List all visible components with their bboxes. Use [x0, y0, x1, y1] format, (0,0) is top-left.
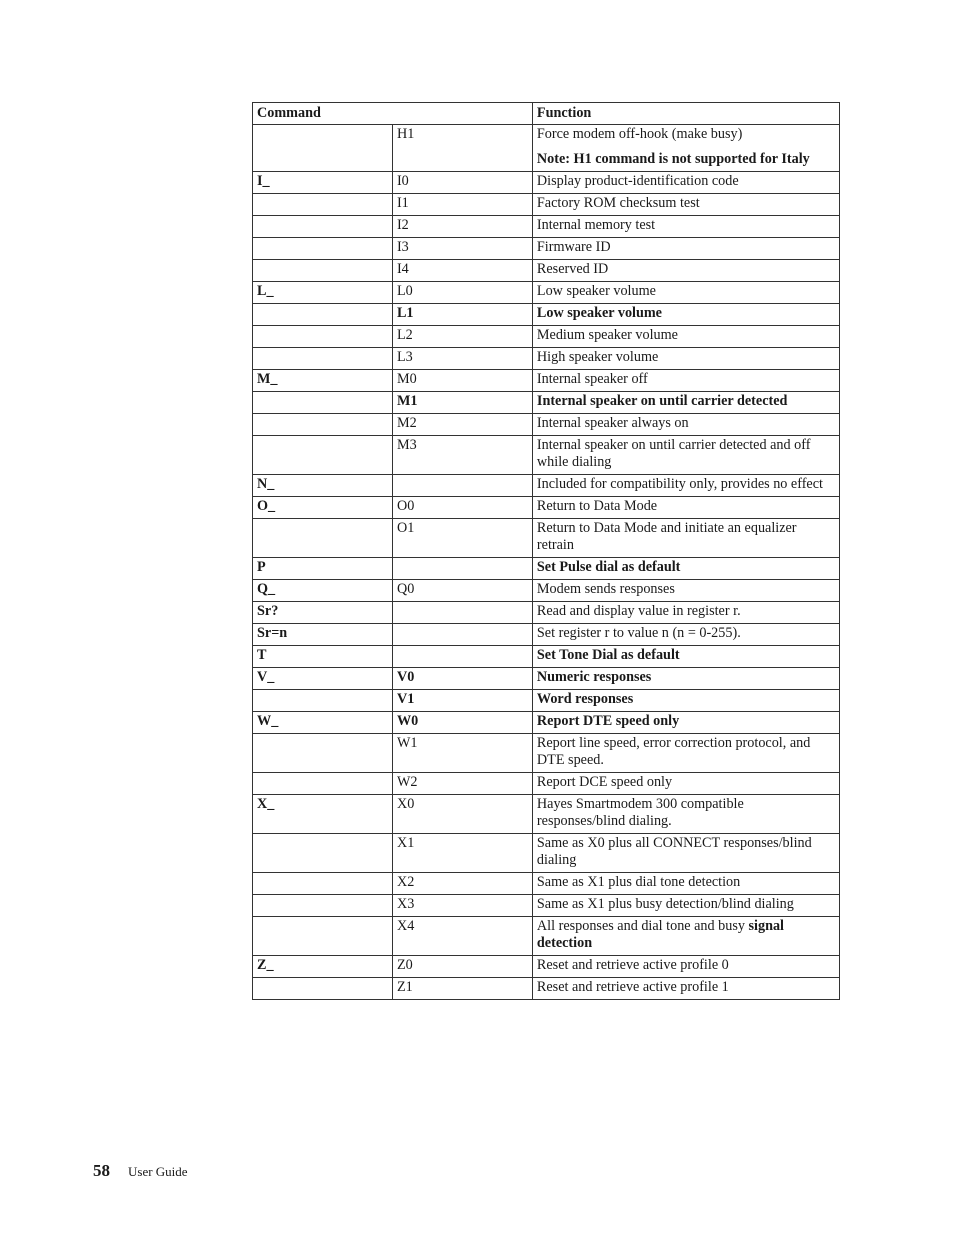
- command-cell: [253, 216, 393, 238]
- document-title: User Guide: [128, 1164, 188, 1179]
- table-row: [253, 519, 840, 558]
- function-cell: Modem sends responses: [532, 580, 839, 602]
- h1-note: Note: H1 command is not supported for Italy: [536, 151, 810, 167]
- function-cell: Internal memory test: [532, 216, 839, 238]
- command-cell: V_: [253, 668, 393, 690]
- function-cell: Hayes Smartmodem 300 compatible responses/blind dialing.: [532, 795, 839, 834]
- function-cell: Same as X0 plus all CONNECT responses/blind dialing: [532, 834, 839, 873]
- table-row: [253, 978, 840, 1000]
- subcommand-cell: [392, 624, 532, 646]
- function-cell: Set Pulse dial as default: [532, 558, 839, 580]
- subcommand-cell: L0: [392, 282, 532, 304]
- table-row: [253, 917, 840, 956]
- table-row: [253, 282, 840, 304]
- table-row: [253, 646, 840, 668]
- subcommand-cell: X0: [392, 795, 532, 834]
- subcommand-cell: L3: [392, 348, 532, 370]
- function-cell: Internal speaker on until carrier detected: [532, 392, 839, 414]
- function-cell: Same as X1 plus busy detection/blind dialing: [532, 895, 839, 917]
- command-cell: Sr=n: [253, 624, 393, 646]
- subcommand-cell: O0: [392, 497, 532, 519]
- subcommand-cell: W1: [392, 734, 532, 773]
- subcommand-cell: W2: [392, 773, 532, 795]
- function-cell: [532, 917, 839, 956]
- subcommand-cell: I1: [392, 194, 532, 216]
- command-cell: [253, 260, 393, 282]
- command-cell: [253, 519, 393, 558]
- table-row: [253, 712, 840, 734]
- subcommand-cell: X1: [392, 834, 532, 873]
- table-row: [253, 895, 840, 917]
- function-cell: Low speaker volume: [532, 282, 839, 304]
- table-row: [253, 436, 840, 475]
- subcommand-cell: M2: [392, 414, 532, 436]
- page-footer: [93, 1161, 188, 1181]
- command-cell: [253, 917, 393, 956]
- header-command: Command: [253, 103, 533, 125]
- command-cell: T: [253, 646, 393, 668]
- command-cell: W_: [253, 712, 393, 734]
- function-cell: Reserved ID: [532, 260, 839, 282]
- command-cell: [253, 773, 393, 795]
- function-cell: Numeric responses: [532, 668, 839, 690]
- table-row: [253, 558, 840, 580]
- subcommand-cell: I2: [392, 216, 532, 238]
- command-cell: [253, 304, 393, 326]
- function-cell: Reset and retrieve active profile 1: [532, 978, 839, 1000]
- subcommand-cell: I0: [392, 172, 532, 194]
- function-cell: Report DCE speed only: [532, 773, 839, 795]
- table-row: [253, 392, 840, 414]
- function-text: All responses and dial tone and busy: [536, 918, 749, 934]
- function-cell: [532, 125, 839, 172]
- command-cell: [253, 414, 393, 436]
- header-function: Function: [532, 103, 839, 125]
- subcommand-cell: L1: [392, 304, 532, 326]
- command-cell: [253, 348, 393, 370]
- command-cell: X_: [253, 795, 393, 834]
- command-cell: [253, 690, 393, 712]
- command-cell: O_: [253, 497, 393, 519]
- function-cell: Display product-identification code: [532, 172, 839, 194]
- function-cell: Word responses: [532, 690, 839, 712]
- function-text: Force modem off-hook (make busy): [536, 126, 743, 142]
- table-row: [253, 873, 840, 895]
- function-cell: Set register r to value n (n = 0-255).: [532, 624, 839, 646]
- command-cell: I_: [253, 172, 393, 194]
- subcommand-cell: [392, 475, 532, 497]
- table-row: [253, 194, 840, 216]
- function-cell: Firmware ID: [532, 238, 839, 260]
- table-header-row: [253, 103, 840, 125]
- function-cell: Read and display value in register r.: [532, 602, 839, 624]
- subcommand-cell: X3: [392, 895, 532, 917]
- subcommand-cell: I3: [392, 238, 532, 260]
- command-cell: [253, 238, 393, 260]
- subcommand-cell: V0: [392, 668, 532, 690]
- function-cell: Internal speaker off: [532, 370, 839, 392]
- function-cell: Return to Data Mode and initiate an equalizer retrain: [532, 519, 839, 558]
- table-row: [253, 414, 840, 436]
- table-row: [253, 773, 840, 795]
- command-cell: [253, 194, 393, 216]
- command-cell: N_: [253, 475, 393, 497]
- function-cell: Internal speaker always on: [532, 414, 839, 436]
- function-cell: Included for compatibility only, provides no effect: [532, 475, 839, 497]
- command-table: [252, 102, 840, 1000]
- subcommand-cell: Z1: [392, 978, 532, 1000]
- subcommand-cell: L2: [392, 326, 532, 348]
- subcommand-cell: X2: [392, 873, 532, 895]
- table-row: [253, 125, 840, 172]
- command-cell: Sr?: [253, 602, 393, 624]
- function-cell: Internal speaker on until carrier detected and off while dialing: [532, 436, 839, 475]
- table-row: [253, 834, 840, 873]
- subcommand-cell: [392, 602, 532, 624]
- subcommand-cell: Q0: [392, 580, 532, 602]
- table-row: [253, 956, 840, 978]
- command-cell: [253, 873, 393, 895]
- table-row: [253, 348, 840, 370]
- table-row: [253, 370, 840, 392]
- subcommand-cell: M1: [392, 392, 532, 414]
- table-row: [253, 216, 840, 238]
- subcommand-cell: [392, 646, 532, 668]
- command-cell: Z_: [253, 956, 393, 978]
- table-row: [253, 624, 840, 646]
- table-row: [253, 475, 840, 497]
- subcommand-cell: M0: [392, 370, 532, 392]
- function-cell: Medium speaker volume: [532, 326, 839, 348]
- command-cell: M_: [253, 370, 393, 392]
- function-cell: Factory ROM checksum test: [532, 194, 839, 216]
- table-row: [253, 580, 840, 602]
- function-cell: Report line speed, error correction protocol, and DTE speed.: [532, 734, 839, 773]
- subcommand-cell: W0: [392, 712, 532, 734]
- table-row: [253, 326, 840, 348]
- subcommand-cell: H1: [392, 125, 532, 172]
- subcommand-cell: Z0: [392, 956, 532, 978]
- command-cell: [253, 895, 393, 917]
- table-row: [253, 690, 840, 712]
- function-cell: Return to Data Mode: [532, 497, 839, 519]
- table-row: [253, 238, 840, 260]
- command-cell: [253, 734, 393, 773]
- command-cell: [253, 436, 393, 475]
- function-cell: High speaker volume: [532, 348, 839, 370]
- function-cell: Low speaker volume: [532, 304, 839, 326]
- table-body: [253, 125, 840, 1000]
- subcommand-cell: I4: [392, 260, 532, 282]
- table-row: [253, 602, 840, 624]
- command-cell: [253, 834, 393, 873]
- subcommand-cell: O1: [392, 519, 532, 558]
- table-row: [253, 795, 840, 834]
- function-cell: Reset and retrieve active profile 0: [532, 956, 839, 978]
- subcommand-cell: M3: [392, 436, 532, 475]
- page-number: 58: [93, 1161, 110, 1180]
- function-cell: Report DTE speed only: [532, 712, 839, 734]
- subcommand-cell: V1: [392, 690, 532, 712]
- command-cell: [253, 978, 393, 1000]
- command-cell: Q_: [253, 580, 393, 602]
- command-cell: [253, 125, 393, 172]
- table-row: [253, 497, 840, 519]
- table-row: [253, 668, 840, 690]
- command-cell: [253, 326, 393, 348]
- subcommand-cell: [392, 558, 532, 580]
- subcommand-cell: X4: [392, 917, 532, 956]
- table-row: [253, 734, 840, 773]
- function-cell: Same as X1 plus dial tone detection: [532, 873, 839, 895]
- command-cell: [253, 392, 393, 414]
- function-cell: Set Tone Dial as default: [532, 646, 839, 668]
- command-cell: P: [253, 558, 393, 580]
- table-row: [253, 172, 840, 194]
- table-row: [253, 304, 840, 326]
- table-row: [253, 260, 840, 282]
- function-text-emphasis: signal detection: [536, 918, 784, 951]
- command-cell: L_: [253, 282, 393, 304]
